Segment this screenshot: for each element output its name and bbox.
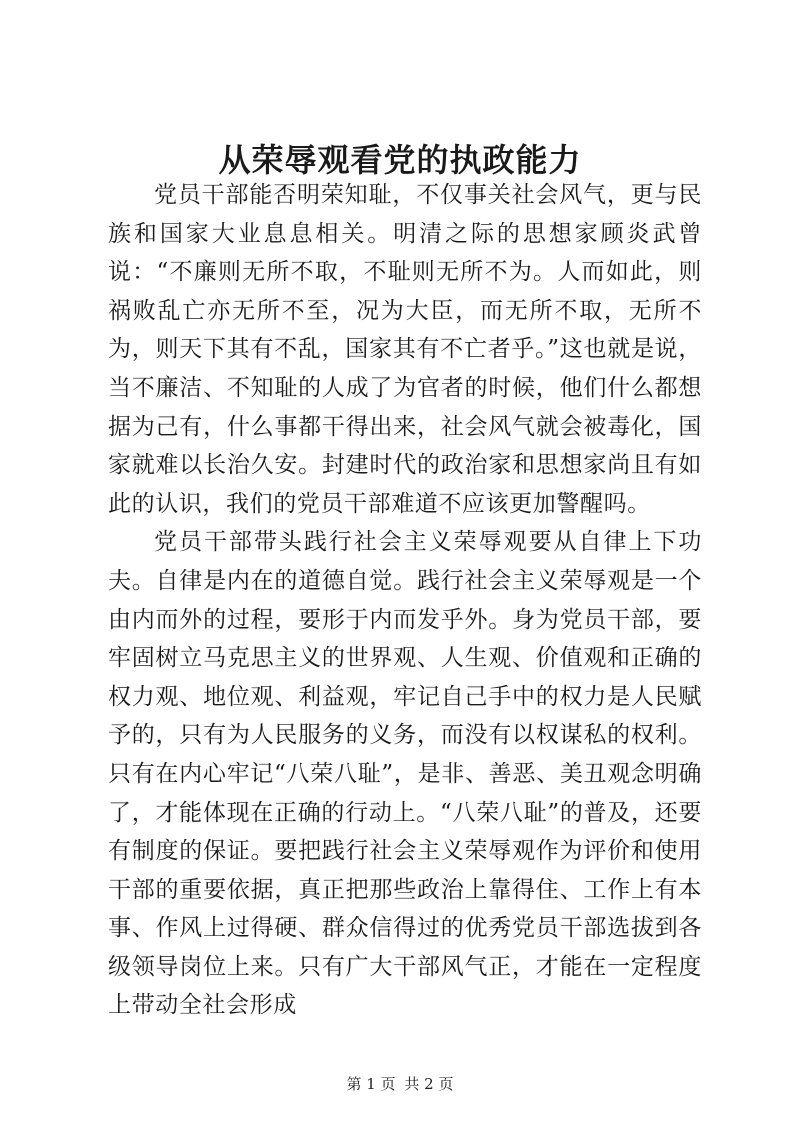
page-footer: [0, 1074, 800, 1094]
paragraph: 党员干部能否明荣知耻，不仅事关社会风气，更与民族和国家大业息息相关。明清之际的思想家顾炎武曾说：“不廉则无所不取，不耻则无所不为。人而如此，则祸败乱亡亦无所不至，况为大臣，而无所不取，无所不为，则天下其有不乱，国家其有不亡者乎。”这也就是说，当不廉洁、不知耻的人成了为官者的时候，他们什么都想据为己有，什么事都干得出来，社会风气就会被毒化，国家就难以长治久安。封建时代的政治家和思想家尚且有如此的认识，我们的党员干部难道不应该更加警醒吗。: [108, 182, 702, 517]
document-title: 从荣辱观看党的执政能力: [218, 141, 582, 179]
page-number: 第 1 页: [346, 1075, 396, 1093]
page-total: 共 2 页: [404, 1075, 454, 1093]
document-body: [108, 176, 702, 1025]
paragraph: 党员干部带头践行社会主义荣辱观要从自律上下功夫。自律是内在的道德自觉。践行社会主义荣辱观是一个由内而外的过程，要形于内而发乎外。身为党员干部，要牢固树立马克思主义的世界观、人生观、价值观和正确的权力观、地位观、利益观，牢记自己手中的权力是人民赋予的，只有为人民服务的义务，而没有以权谋私的权利。只有在内心牢记“八荣八耻”，是非、善恶、美丑观念明确了，才能体现在正确的行动上。“八荣八耻”的普及，还要有制度的保证。要把践行社会主义荣辱观作为评价和使用干部的重要依据，真正把那些政治上靠得住、工作上有本事、作风上过得硬、群众信得过的优秀党员干部选拔到各级领导岗位上来。只有广大干部风气正，才能在一定程度上带动全社会形成: [108, 529, 702, 1019]
